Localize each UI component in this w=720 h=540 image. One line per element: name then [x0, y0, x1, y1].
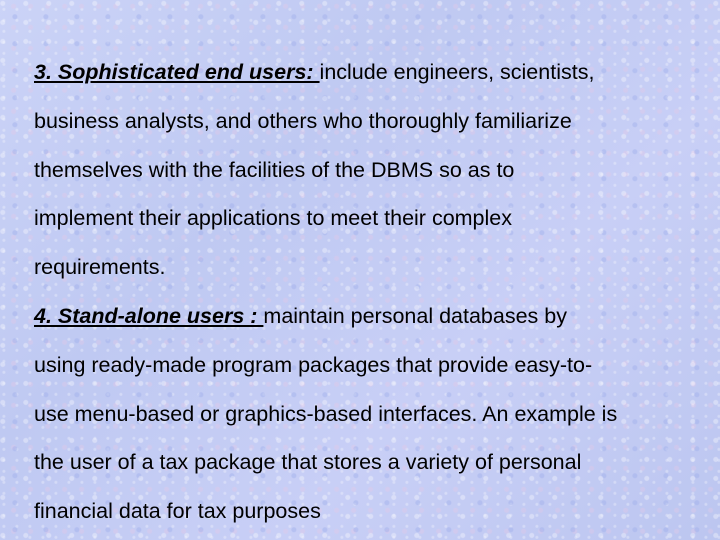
- item-3-text-1: include engineers, scientists,: [319, 60, 595, 84]
- item-4-line-3: use menu-based or graphics-based interfaces. An example is: [34, 401, 618, 426]
- item-4-line-2: using ready-made program packages that provide easy-to-: [34, 352, 593, 377]
- item-3-line-1: [34, 48, 718, 97]
- item-4-line-5: financial data for tax purposes: [34, 499, 321, 524]
- item-4-text-1: maintain personal databases by: [263, 303, 567, 328]
- item-4-line-1: [34, 292, 718, 341]
- item-4-term: 4. Stand-alone users :: [34, 303, 264, 328]
- item-3-line-4: implement their applications to meet their complex: [34, 206, 512, 231]
- item-3-line-2: business analysts, and others who thoroughly familiarize: [34, 108, 572, 133]
- item-3-line-5: requirements.: [34, 255, 166, 280]
- item-3-term: 3. Sophisticated end users:: [34, 60, 320, 84]
- item-4-line-4: the user of a tax package that stores a variety of personal: [34, 450, 582, 475]
- item-3-line-3: themselves with the facilities of the DBMS so as to: [34, 157, 515, 182]
- slide-body: [34, 48, 718, 536]
